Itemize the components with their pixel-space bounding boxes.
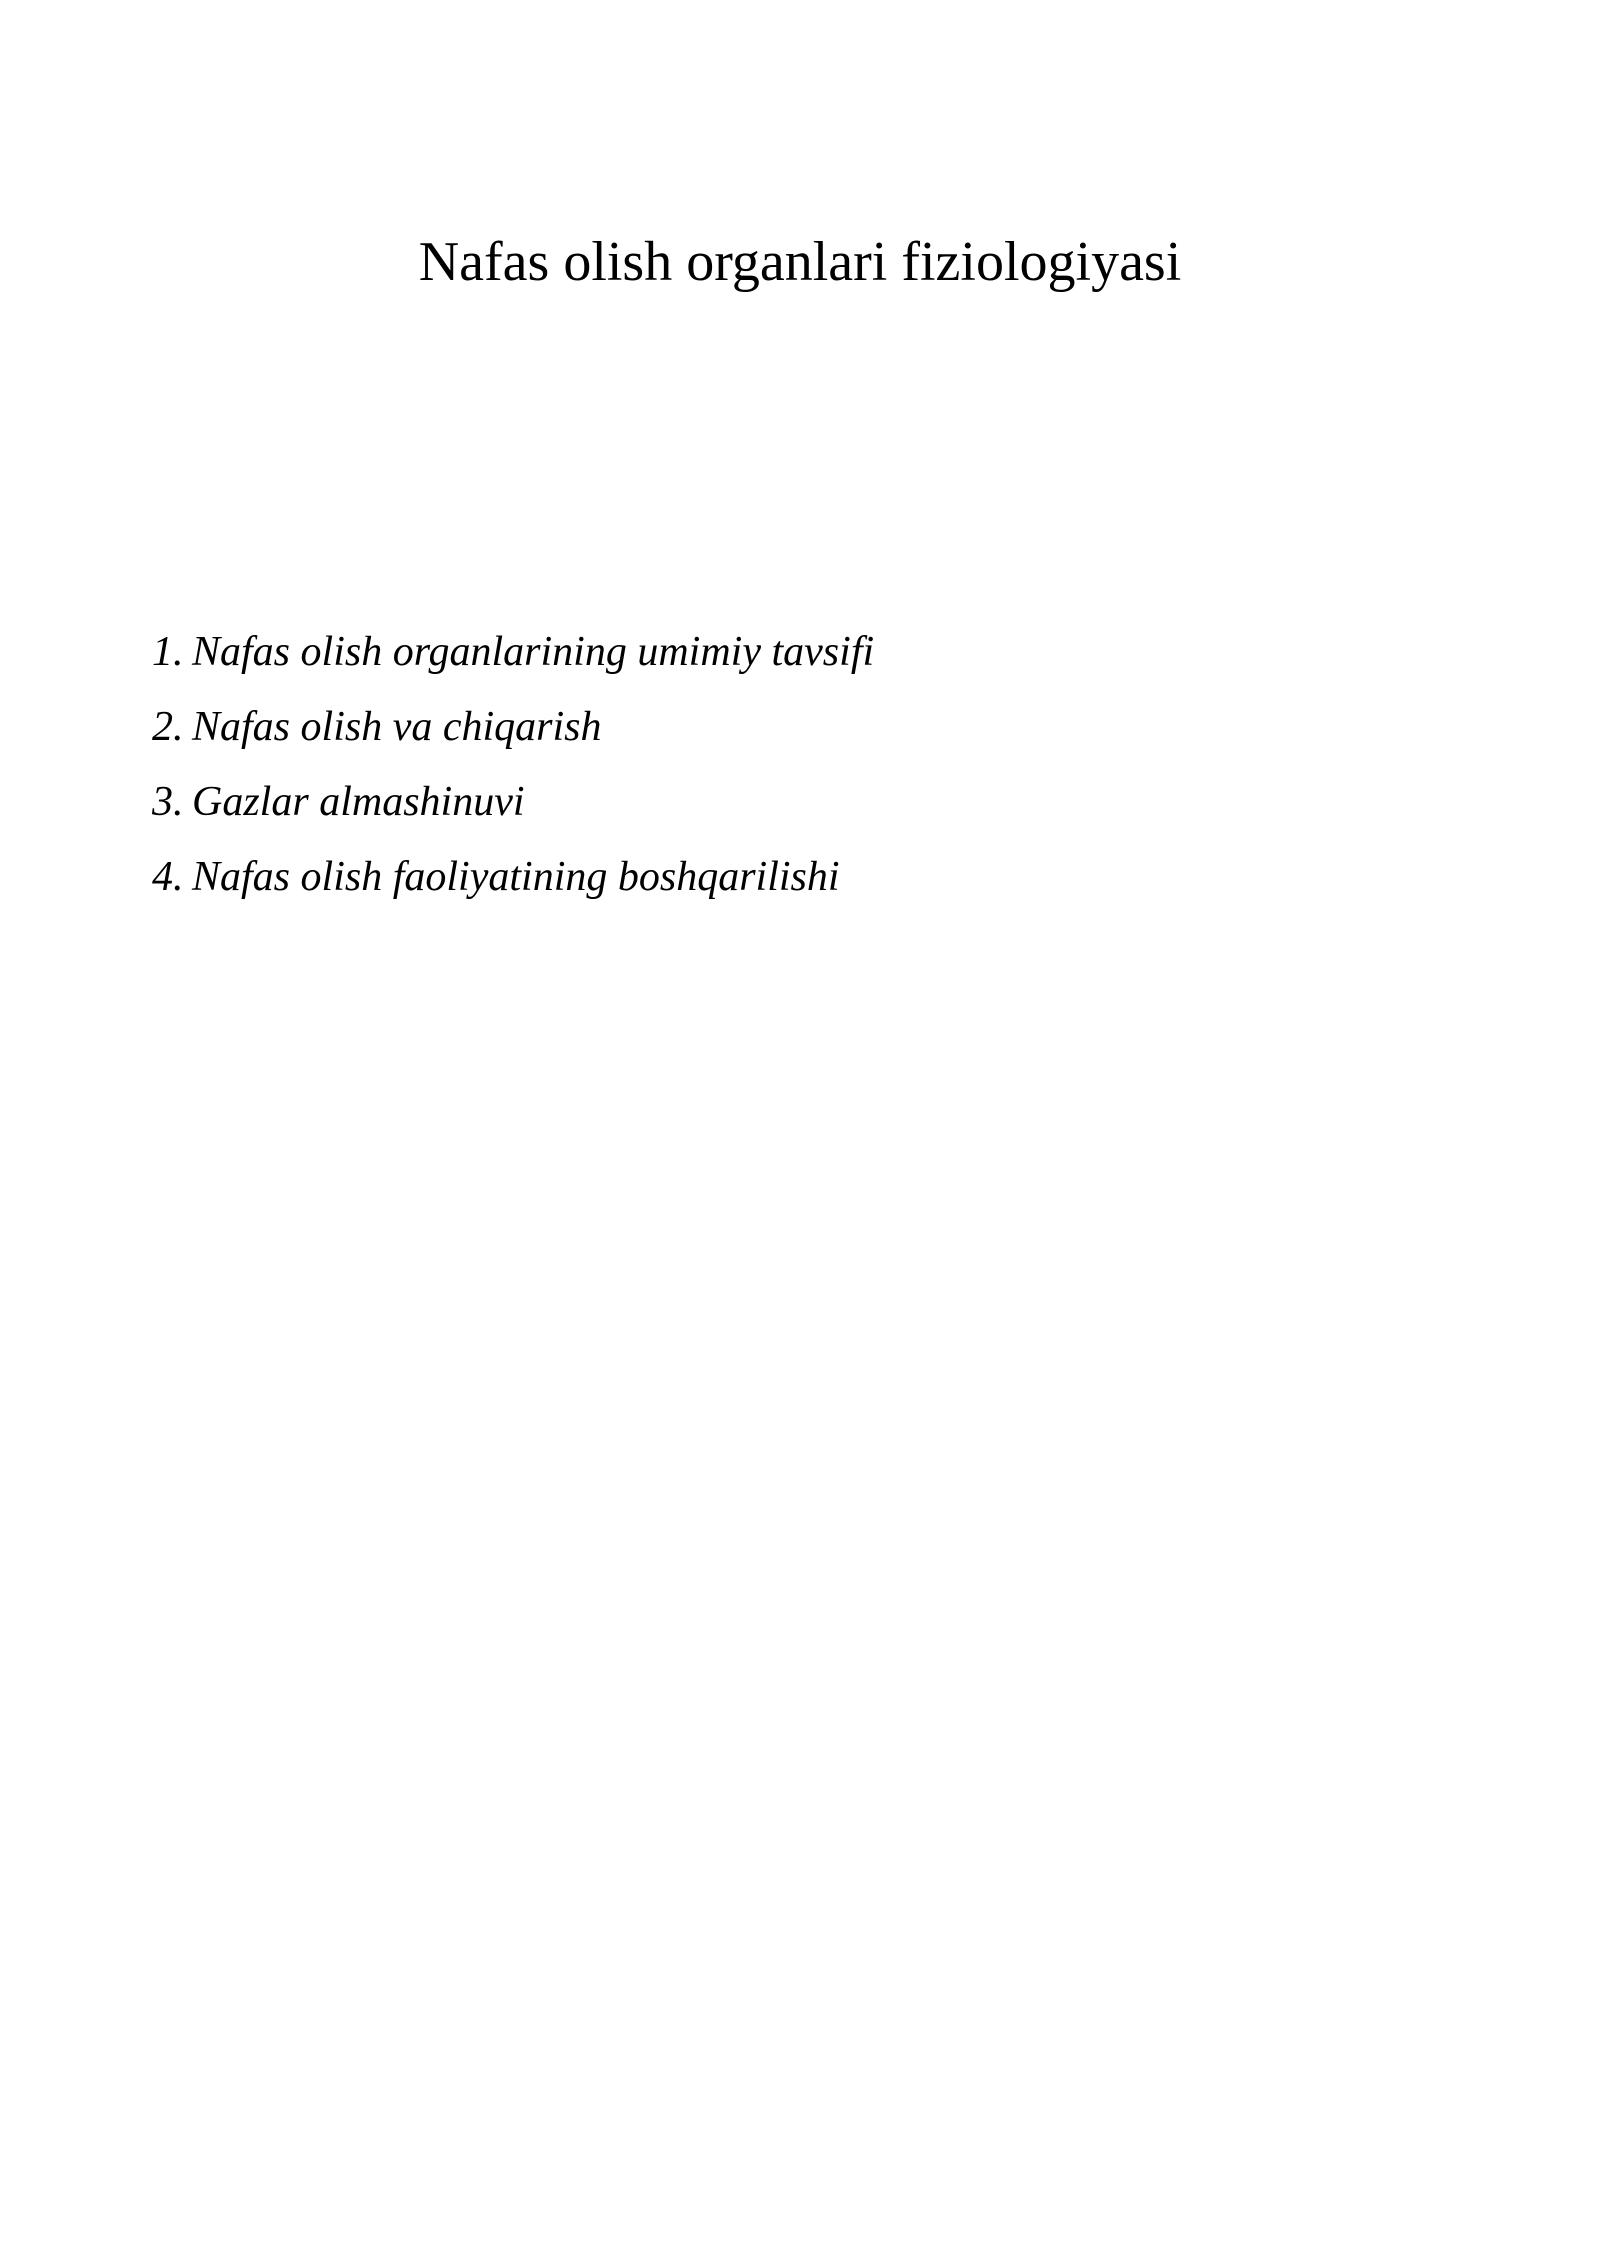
- contents-item: [152, 622, 874, 697]
- contents-item-label: Nafas olish organlarining umimiy tavsifi: [192, 629, 875, 675]
- contents-item: [152, 847, 874, 922]
- contents-list: [152, 622, 874, 922]
- contents-item-number: 4.: [152, 854, 184, 900]
- contents-item-label: Gazlar almashinuvi: [192, 779, 525, 825]
- contents-item-label: Nafas olish faoliyatining boshqarilishi: [192, 854, 840, 900]
- document-title: Nafas olish organlari fiziologiyasi: [418, 231, 1182, 293]
- contents-item-label: Nafas olish va chiqarish: [192, 704, 602, 750]
- contents-item: [152, 772, 874, 847]
- contents-item-number: 3.: [152, 779, 184, 825]
- contents-item-number: 1.: [152, 629, 184, 675]
- contents-item: [152, 697, 874, 772]
- contents-item-number: 2.: [152, 704, 184, 750]
